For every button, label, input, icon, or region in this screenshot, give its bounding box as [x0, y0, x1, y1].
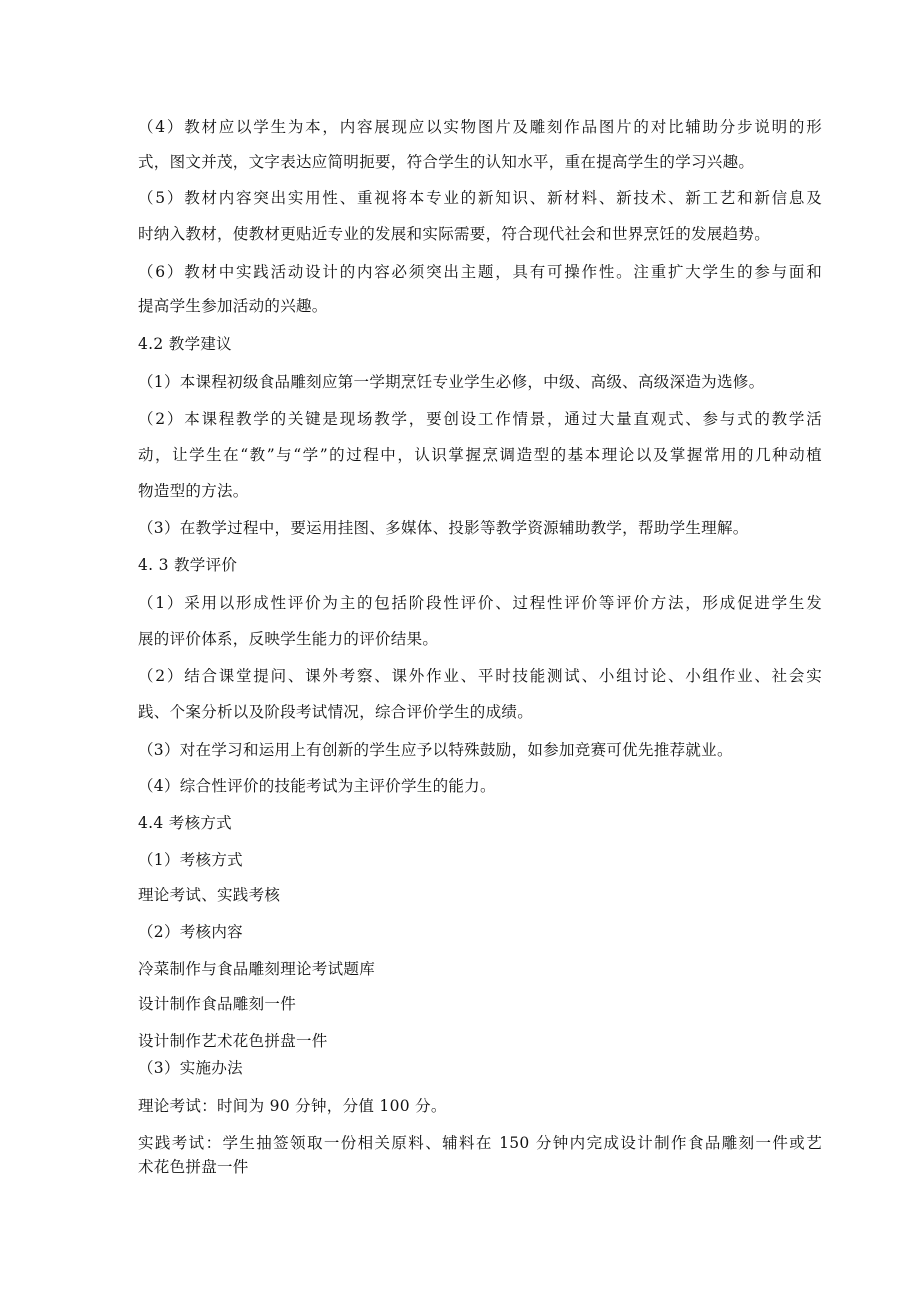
evaluation-1-line-1: （1）采用以形成性评价为主的包括阶段性评价、过程性评价等评价方法，形成促进学生发: [138, 594, 822, 612]
assessment-2-item-1: 冷菜制作与食品雕刻理论考试题库: [138, 960, 376, 978]
suggestion-2-line-3: 物造型的方法。: [138, 482, 249, 500]
assessment-2-item-2: 设计制作食品雕刻一件: [138, 995, 297, 1013]
para-5-line-1: （5）教材内容突出实用性、重视将本专业的新知识、新材料、新技术、新工艺和新信息及: [138, 189, 822, 207]
assessment-1-body: 理论考试、实践考核: [138, 886, 281, 904]
assessment-2-title: （2）考核内容: [138, 923, 243, 941]
evaluation-2-line-2: 践、个案分析以及阶段考试情况，综合评价学生的成绩。: [138, 703, 534, 721]
para-6-line-2: 提高学生参加活动的兴趣。: [138, 297, 328, 315]
para-4-line-1: （4）教材应以学生为本，内容展现应以实物图片及雕刻作品图片的对比辅助分步说明的形: [138, 118, 822, 136]
para-6-line-1: （6）教材中实践活动设计的内容必须突出主题，具有可操作性。注重扩大学生的参与面和: [138, 263, 822, 281]
suggestion-2-line-2: 动，让学生在“教”与“学”的过程中，认识掌握烹调造型的基本理论以及掌握常用的几种动植: [138, 446, 822, 464]
assessment-3-theory: 理论考试：时间为 90 分钟，分值 100 分。: [138, 1097, 447, 1115]
assessment-3-practice-line-1: 实践考试：学生抽签领取一份相关原料、辅料在 150 分钟内完成设计制作食品雕刻一件或艺: [138, 1134, 822, 1152]
assessment-2-item-3: 设计制作艺术花色拼盘一件: [138, 1032, 328, 1050]
heading-4-3: 4. 3 教学评价: [138, 556, 238, 574]
evaluation-1-line-2: 展的评价体系，反映学生能力的评价结果。: [138, 630, 439, 648]
suggestion-2-line-1: （2）本课程教学的关键是现场教学，要创设工作情景，通过大量直观式、参与式的教学活: [138, 410, 822, 428]
para-5-line-2: 时纳入教材，使教材更贴近专业的发展和实际需要，符合现代社会和世界烹饪的发展趋势。: [138, 225, 771, 243]
evaluation-3: （3）对在学习和运用上有创新的学生应予以特殊鼓励，如参加竞赛可优先推荐就业。: [138, 741, 733, 759]
heading-4-2: 4.2 教学建议: [138, 335, 232, 353]
heading-4-4: 4.4 考核方式: [138, 814, 232, 832]
suggestion-3: （3）在教学过程中，要运用挂图、多媒体、投影等教学资源辅助教学，帮助学生理解。: [138, 519, 749, 537]
assessment-3-title: （3）实施办法: [138, 1059, 243, 1077]
evaluation-2-line-1: （2）结合课堂提问、课外考察、课外作业、平时技能测试、小组讨论、小组作业、社会实: [138, 667, 822, 685]
para-4-line-2: 式，图文并茂，文字表达应简明扼要，符合学生的认知水平，重在提高学生的学习兴趣。: [138, 153, 755, 171]
assessment-1-title: （1）考核方式: [138, 851, 243, 869]
evaluation-4: （4）综合性评价的技能考试为主评价学生的能力。: [138, 777, 496, 795]
suggestion-1: （1）本课程初级食品雕刻应第一学期烹饪专业学生必修，中级、高级、高级深造为选修。: [138, 373, 765, 391]
assessment-3-practice-line-2: 术花色拼盘一件: [138, 1158, 249, 1176]
